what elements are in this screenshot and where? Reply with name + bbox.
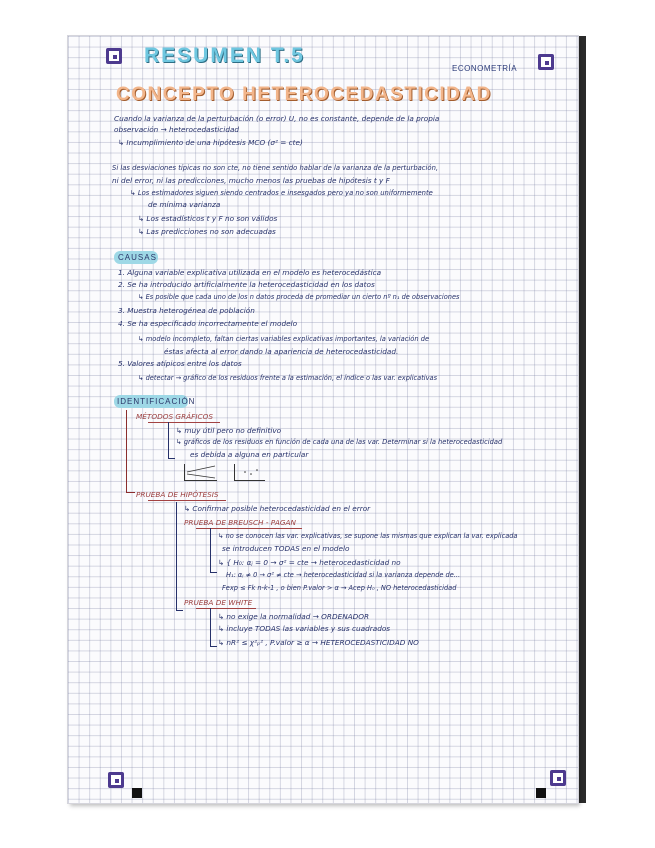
tree-bracket (210, 528, 217, 573)
causes-heading: CAUSAS (118, 253, 157, 262)
text-line: 4. Se ha especificado incorrectamente el modelo (118, 319, 298, 328)
white-test-label: PRUEBA DE WHITE (184, 598, 253, 607)
tree-bracket (210, 608, 217, 647)
text-line: Cuando la varianza de la perturbación (o error) U, no es constante, depende de la propia (114, 114, 440, 123)
text-line: ni del error, ni las predicciones, mucho menos las pruebas de hipótesis t y F (112, 176, 390, 185)
text-line: 1. Alguna variable explicativa utilizada en el modelo es heterocedástica (118, 268, 382, 277)
text-line: 5. Valores atípicos entre los datos (118, 359, 242, 368)
corner-square-icon (132, 788, 142, 798)
subject-label: ECONOMETRÍA (452, 64, 518, 73)
hypothesis-tests-label: PRUEBA DE HIPÓTESIS (136, 490, 219, 499)
text-line: ↳ incluye TODAS las variables y sus cuadrados (218, 624, 391, 633)
text-line: ↳ nR² ≤ χ²ₚ² , P.valor ≥ α → HETEROCEDASTICIDAD NO (218, 638, 419, 647)
text-line: ↳ no exige la normalidad → ORDENADOR (218, 612, 370, 621)
tree-bracket (126, 410, 135, 493)
text-line: ↳ muy útil pero no definitivo (176, 426, 282, 435)
text-line: ↳ Los estadísticos t y F no son válidos (138, 214, 278, 223)
identification-heading: IDENTIFICACIÓN (117, 397, 196, 406)
residual-plot-sketch (234, 464, 265, 481)
text-line: ↳ Las predicciones no son adecuadas (138, 227, 276, 236)
text-line: ↳ gráficos de los residuos en función de cada una de las var. Determinar si la heterocedasticidad (176, 438, 503, 446)
residual-plot-sketch (184, 464, 217, 481)
graphic-methods-label: MÉTODOS GRÁFICOS (136, 412, 213, 421)
text-line: éstas afecta al error dando la apariencia de heterocedasticidad. (164, 347, 399, 356)
text-line: se introducen TODAS en el modelo (222, 544, 350, 553)
notebook-page (68, 36, 578, 803)
corner-marker-icon (106, 48, 122, 64)
text-line: Si las desviaciones típicas no son cte, no tiene sentido hablar de la varianza de la perturbación, (112, 164, 439, 172)
concept-heading: CONCEPTO HETEROCEDASTICIDAD (116, 84, 492, 105)
text-line: H₁: αⱼ ≠ 0 → σ² ≠ cte → heterocedasticidad si la varianza depende de... (226, 571, 461, 579)
text-line: 3. Muestra heterogénea de población (118, 306, 255, 315)
text-line: ↳ Los estimadores siguen siendo centrados e insesgados pero ya no son uniformemente (130, 189, 433, 197)
tree-bracket (176, 502, 183, 611)
text-line: ↳ Confirmar posible heterocedasticidad en el error (184, 504, 371, 513)
text-line: ↳ detectar → gráfico de los residuos frente a la estimación, el índice o las var. explicativas (138, 374, 438, 382)
residual-plot-icon (185, 464, 217, 480)
paper-edge-shadow (578, 36, 586, 803)
underline (148, 422, 220, 423)
page-title: RESUMEN T.5 (144, 44, 305, 67)
text-line: ↳ Es posible que cada uno de los n datos proceda de promediar un cierto nº n₁ de observaciones (138, 293, 460, 301)
tree-bracket (168, 422, 175, 459)
underline (148, 500, 226, 501)
text-line: ↳ { H₀: αⱼ = 0 → σ² = cte → heterocedasticidad no (218, 558, 401, 567)
breusch-pagan-label: PRUEBA DE BREUSCH - PAGAN (184, 518, 296, 527)
underline (196, 608, 256, 609)
text-line: ↳ no se conocen las var. explicativas, se supone las mismas que explican la var. explicada (218, 532, 518, 540)
text-line: de mínima varianza (148, 200, 221, 209)
corner-marker-icon (538, 54, 554, 70)
corner-marker-icon (108, 772, 124, 788)
text-line: es debida a alguna en particular (190, 450, 309, 459)
text-line: Fexp ≤ Fk n-k-1 , o bien P.valor > α → Acep H₀ , NO heterocedasticidad (222, 584, 457, 592)
text-line: observación → heterocedasticidad (114, 125, 240, 134)
residual-plot-icon (235, 464, 265, 480)
corner-square-icon (536, 788, 546, 798)
text-line: ↳ modelo incompleto, faltan ciertas variables explicativas importantes, la variación de (138, 335, 430, 343)
text-line: ↳ Incumplimiento de una hipótesis MCO (σ² = cte) (118, 138, 303, 147)
corner-marker-icon (550, 770, 566, 786)
text-line: 2. Se ha introducido artificialmente la heterocedasticidad en los datos (118, 280, 375, 289)
